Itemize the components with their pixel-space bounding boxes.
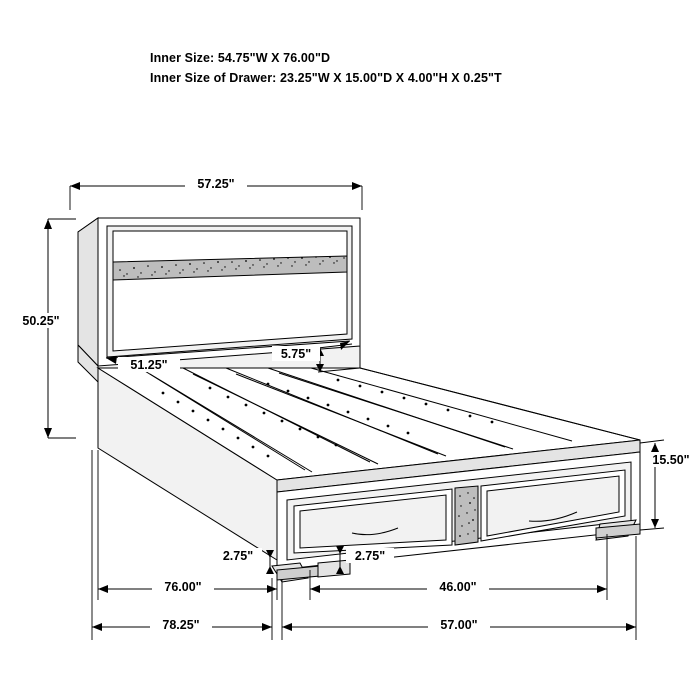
dim-label-57: 57.00" (440, 618, 478, 632)
dim-label-15-50: 15.50" (652, 453, 690, 467)
headboard-left-chamfer (78, 218, 98, 366)
dim-label-76: 76.00" (164, 580, 202, 594)
spec-line-inner-size: Inner Size: 54.75"W X 76.00"D (150, 51, 331, 65)
dim-label-78-25: 78.25" (162, 618, 200, 632)
dim-label-2-75-center: 2.75" (354, 549, 386, 563)
dim-label-46: 46.00" (439, 580, 477, 594)
dim-footboard-height (640, 440, 699, 530)
spec-line-drawer-size: Inner Size of Drawer: 23.25"W X 15.00"D X 4.00"H X 0.25"T (150, 71, 502, 85)
headboard-inner-panel (113, 231, 347, 351)
dim-headboard-height (12, 219, 76, 438)
dim-label-2-75-left: 2.75" (222, 549, 254, 563)
dim-label-5-75: 5.75" (280, 347, 312, 361)
footboard-center-skirt (318, 560, 350, 577)
dim-label-50-25: 50.25" (22, 314, 60, 328)
dim-headboard-width (70, 176, 362, 210)
dim-label-51-25: 51.25" (130, 358, 168, 372)
dim-label-57-25: 57.25" (197, 177, 235, 191)
